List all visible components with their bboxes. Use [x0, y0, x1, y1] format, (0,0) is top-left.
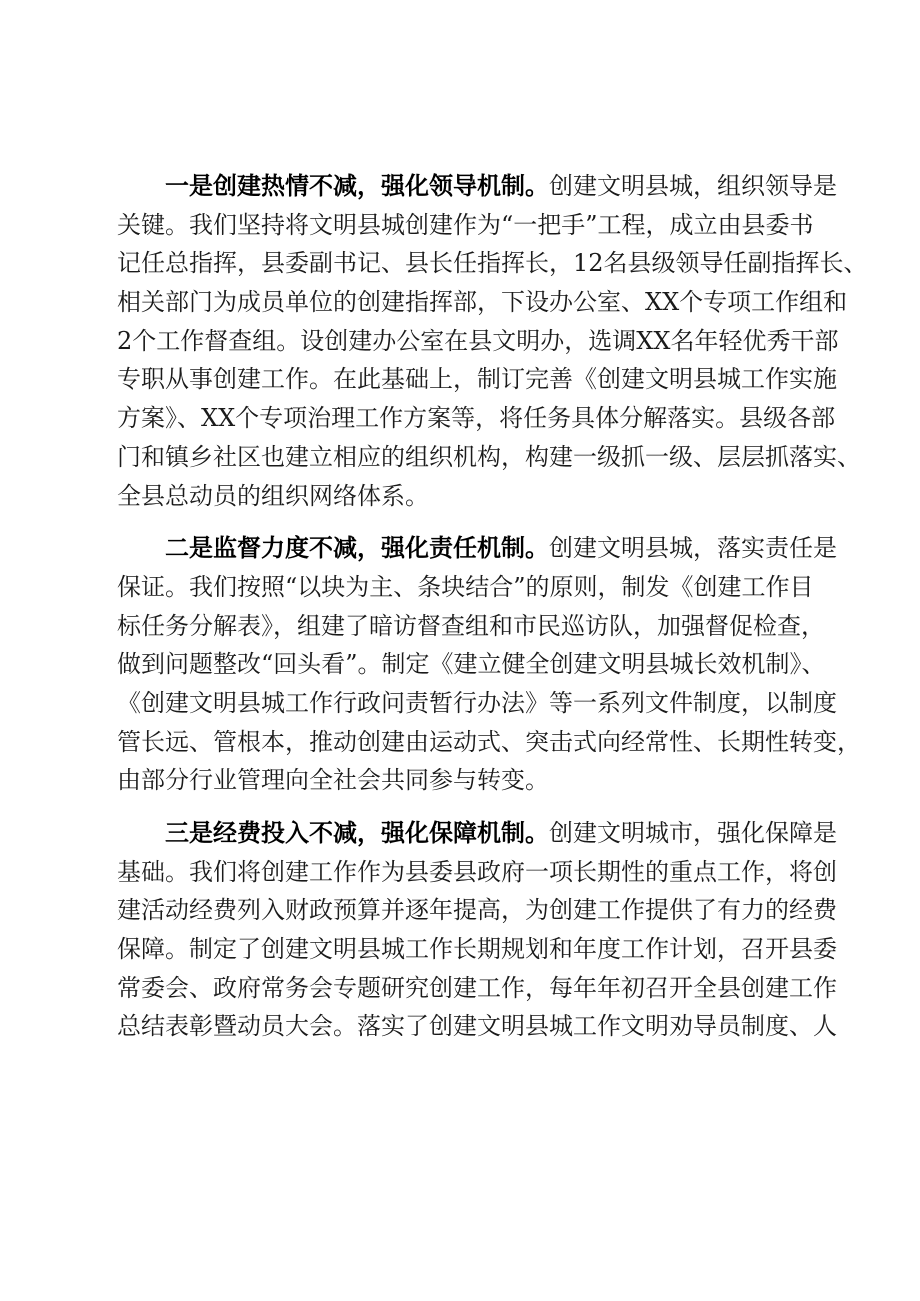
text-line: 关键。我们坚持将文明县城创建作为“一把手”工程，成立由县委书: [117, 210, 814, 239]
text-line: 建活动经费列入财政预算并逐年提高，为创建工作提供了有力的经费: [117, 896, 837, 925]
text-line: 做到问题整改“回头看”。制定《建立健全创建文明县城长效机制》、: [117, 650, 826, 679]
text-line: 《创建文明县城工作行政问责暂行办法》等一系列文件制度，以制度: [117, 688, 837, 717]
paragraph-heading: 二是监督力度不减，强化责任机制。: [165, 533, 549, 563]
text-line: [117, 814, 837, 853]
paragraph-heading: 三是经费投入不减，强化保障机制。: [165, 818, 549, 847]
text-line: 门和镇乡社区也建立相应的组织机构，构建一级抓一级、层层抓落实、: [117, 442, 861, 471]
text-line: 记任总指挥，县委副书记、县长任指挥长，12名县级领导任副指挥长、: [117, 249, 868, 278]
text-line: 管长远、管根本，推动创建由运动式、突击式向经常性、长期性转变，: [117, 727, 861, 756]
text-line: 常委会、政府常务会专题研究创建工作，每年年初召开全县创建工作: [117, 973, 837, 1002]
text-line: 基础。我们将创建工作作为县委县政府一项长期性的重点工作，将创: [117, 857, 837, 886]
text-line: [117, 529, 837, 568]
text-line: 专职从事创建工作。在此基础上，制订完善《创建文明县城工作实施: [117, 365, 837, 394]
paragraph-responsibility: [117, 529, 861, 800]
text-line: 由部分行业管理向全社会共同参与转变。: [117, 766, 549, 795]
text-line: 2个工作督查组。设创建办公室在县文明办，选调XX名年轻优秀干部: [117, 326, 839, 355]
text-line: 全县总动员的组织网络体系。: [117, 481, 429, 510]
document-body: [117, 167, 868, 1060]
text-line: 方案》、XX个专项治理工作方案等，将任务具体分解落实。县级各部: [117, 404, 836, 433]
paragraph-heading: 一是创建热情不减，强化领导机制。: [165, 171, 549, 200]
text-segment: 创建文明县城，组织领导是: [549, 172, 837, 200]
text-line: 标任务分解表》，组建了暗访督查组和市民巡访队，加强督促检查，: [117, 611, 825, 640]
text-line: 总结表彰暨动员大会。落实了创建文明县城工作文明劝导员制度、人: [117, 1012, 837, 1041]
text-line: 保障。制定了创建文明县城工作长期规划和年度工作计划，召开县委: [117, 935, 837, 964]
text-line: [117, 167, 837, 206]
text-segment: 创建文明县城，落实责任是: [549, 534, 837, 563]
text-line: 相关部门为成员单位的创建指挥部，下设办公室、XX个专项工作组和: [117, 288, 848, 317]
paragraph-funding: [117, 814, 837, 1046]
text-line: 保证。我们按照“以块为主、条块结合”的原则，制发《创建工作目: [117, 572, 814, 601]
text-segment: 创建文明城市，强化保障是: [549, 819, 837, 847]
paragraph-leadership: [117, 167, 868, 515]
